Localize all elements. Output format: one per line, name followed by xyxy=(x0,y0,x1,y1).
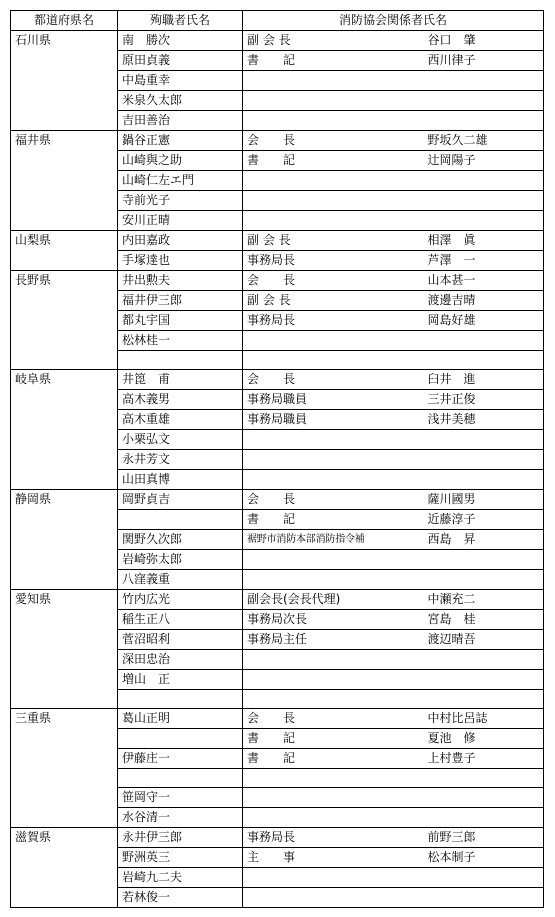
association-title-cell: 会 長 xyxy=(243,370,424,390)
deceased-name-cell: 山崎與之助 xyxy=(118,151,243,171)
deceased-name-cell: 竹内広光 xyxy=(118,590,243,610)
deceased-name-cell xyxy=(118,690,243,709)
header-row xyxy=(11,11,544,31)
association-official-cell xyxy=(424,788,544,808)
association-official-cell xyxy=(424,331,544,351)
association-official-cell xyxy=(424,570,544,590)
deceased-name-cell: 鍋谷正憲 xyxy=(118,131,243,151)
deceased-name-cell: 八窪義重 xyxy=(118,570,243,590)
table-row xyxy=(11,828,544,848)
association-official-cell: 薩川國男 xyxy=(424,490,544,510)
deceased-name-cell: 岡野貞吉 xyxy=(118,490,243,510)
association-official-cell: 辻岡陽子 xyxy=(424,151,544,171)
association-official-cell: 前野三郎 xyxy=(424,828,544,848)
association-title-cell xyxy=(243,690,424,709)
deceased-name-cell xyxy=(118,729,243,749)
association-official-cell xyxy=(424,888,544,908)
deceased-name-cell: 若林俊一 xyxy=(118,888,243,908)
association-title-cell xyxy=(243,331,424,351)
deceased-name-cell: 葛山正明 xyxy=(118,709,243,729)
association-official-cell: 西川律子 xyxy=(424,51,544,71)
association-official-cell: 中村比呂誌 xyxy=(424,709,544,729)
deceased-name-cell xyxy=(118,510,243,530)
prefecture-cell: 愛知県 xyxy=(11,590,118,709)
association-official-cell xyxy=(424,769,544,788)
association-title-cell: 会 長 xyxy=(243,131,424,151)
association-official-cell xyxy=(424,71,544,91)
association-title-cell: 会 長 xyxy=(243,709,424,729)
deceased-name-cell: 手塚達也 xyxy=(118,251,243,271)
deceased-name-cell: 福井伊三郎 xyxy=(118,291,243,311)
deceased-name-cell: 野洲英三 xyxy=(118,848,243,868)
deceased-name-cell: 安川正晴 xyxy=(118,211,243,231)
deceased-name-cell: 井出勲夫 xyxy=(118,271,243,291)
prefecture-cell: 山梨県 xyxy=(11,231,118,271)
association-title-cell: 会 長 xyxy=(243,490,424,510)
association-official-cell xyxy=(424,211,544,231)
association-official-cell xyxy=(424,171,544,191)
association-official-cell: 近藤淳子 xyxy=(424,510,544,530)
association-official-cell xyxy=(424,690,544,709)
association-official-cell: 渡邊吉晴 xyxy=(424,291,544,311)
deceased-name-cell: 寺前光子 xyxy=(118,191,243,211)
header-deceased: 殉職者氏名 xyxy=(118,11,243,31)
association-title-cell xyxy=(243,670,424,690)
deceased-name-cell: 岩崎弥太郎 xyxy=(118,550,243,570)
association-title-cell xyxy=(243,111,424,131)
association-title-cell xyxy=(243,550,424,570)
deceased-name-cell xyxy=(118,351,243,370)
association-official-cell xyxy=(424,470,544,490)
association-official-cell xyxy=(424,868,544,888)
table-row xyxy=(11,131,544,151)
association-title-cell: 書 記 xyxy=(243,151,424,171)
prefecture-cell: 石川県 xyxy=(11,31,118,131)
deceased-name-cell: 高木義男 xyxy=(118,390,243,410)
association-official-cell: 松本制子 xyxy=(424,848,544,868)
roster-body xyxy=(11,31,544,908)
deceased-name-cell: 永井伊三郎 xyxy=(118,828,243,848)
association-title-cell: 事務局職員 xyxy=(243,410,424,430)
deceased-name-cell xyxy=(118,769,243,788)
association-title-cell: 主 事 xyxy=(243,848,424,868)
deceased-name-cell: 内田嘉政 xyxy=(118,231,243,251)
association-title-cell xyxy=(243,91,424,111)
association-title-cell xyxy=(243,788,424,808)
association-title-cell xyxy=(243,71,424,91)
deceased-name-cell: 米泉久太郎 xyxy=(118,91,243,111)
deceased-name-cell: 増山 正 xyxy=(118,670,243,690)
header-prefecture: 都道府県名 xyxy=(11,11,118,31)
association-title-cell xyxy=(243,808,424,828)
association-official-cell: 宮島 桂 xyxy=(424,610,544,630)
association-title-cell xyxy=(243,888,424,908)
deceased-name-cell: 高木重雄 xyxy=(118,410,243,430)
deceased-name-cell: 南 勝次 xyxy=(118,31,243,51)
table-row xyxy=(11,271,544,291)
association-title-cell: 事務局次長 xyxy=(243,610,424,630)
memorial-roster-table xyxy=(10,10,544,908)
deceased-name-cell: 永井芳文 xyxy=(118,450,243,470)
deceased-name-cell: 笹岡守一 xyxy=(118,788,243,808)
association-official-cell xyxy=(424,650,544,670)
prefecture-cell: 三重県 xyxy=(11,709,118,828)
association-official-cell: 西島 昇 xyxy=(424,530,544,550)
table-row xyxy=(11,590,544,610)
association-title-cell xyxy=(243,351,424,370)
association-official-cell xyxy=(424,808,544,828)
association-official-cell: 山本甚一 xyxy=(424,271,544,291)
association-title-cell xyxy=(243,769,424,788)
association-title-cell: 会 長 xyxy=(243,271,424,291)
association-official-cell: 上村豊子 xyxy=(424,749,544,769)
association-title-cell: 事務局主任 xyxy=(243,630,424,650)
association-title-cell xyxy=(243,191,424,211)
deceased-name-cell: 稲生正八 xyxy=(118,610,243,630)
deceased-name-cell: 水谷清一 xyxy=(118,808,243,828)
deceased-name-cell: 山崎仁左エ門 xyxy=(118,171,243,191)
association-title-cell: 事務局長 xyxy=(243,828,424,848)
association-official-cell: 岡島好雄 xyxy=(424,311,544,331)
table-row xyxy=(11,490,544,510)
association-official-cell: 谷口 肇 xyxy=(424,31,544,51)
association-official-cell xyxy=(424,450,544,470)
deceased-name-cell: 伊藤庄一 xyxy=(118,749,243,769)
association-title-cell: 書 記 xyxy=(243,729,424,749)
association-title-cell: 副会長(会長代理) xyxy=(243,590,424,610)
deceased-name-cell: 岩崎九二夫 xyxy=(118,868,243,888)
association-title-cell: 書 記 xyxy=(243,510,424,530)
association-title-cell: 事務局長 xyxy=(243,251,424,271)
association-official-cell: 野坂久二雄 xyxy=(424,131,544,151)
association-official-cell xyxy=(424,111,544,131)
association-title-cell xyxy=(243,450,424,470)
association-title-cell: 書 記 xyxy=(243,749,424,769)
deceased-name-cell: 小栗弘文 xyxy=(118,430,243,450)
deceased-name-cell: 関野久次郎 xyxy=(118,530,243,550)
association-title-cell xyxy=(243,470,424,490)
association-title-cell xyxy=(243,650,424,670)
association-title-cell: 副 会 長 xyxy=(243,291,424,311)
deceased-name-cell: 中島重幸 xyxy=(118,71,243,91)
prefecture-cell: 滋賀県 xyxy=(11,828,118,908)
association-official-cell: 浅井美穂 xyxy=(424,410,544,430)
association-official-cell xyxy=(424,430,544,450)
association-title-cell: 裾野市消防本部消防指令補 xyxy=(243,530,424,550)
association-official-cell xyxy=(424,191,544,211)
association-title-cell: 事務局職員 xyxy=(243,390,424,410)
association-title-cell: 副 会 長 xyxy=(243,231,424,251)
deceased-name-cell: 松林桂一 xyxy=(118,331,243,351)
deceased-name-cell: 深田忠治 xyxy=(118,650,243,670)
header-association: 消防協会関係者氏名 xyxy=(243,11,544,31)
association-title-cell xyxy=(243,570,424,590)
deceased-name-cell: 山田真博 xyxy=(118,470,243,490)
association-official-cell xyxy=(424,670,544,690)
deceased-name-cell: 井箆 甫 xyxy=(118,370,243,390)
table-row xyxy=(11,231,544,251)
association-title-cell xyxy=(243,211,424,231)
deceased-name-cell: 原田貞義 xyxy=(118,51,243,71)
association-title-cell: 事務局長 xyxy=(243,311,424,331)
association-title-cell: 書 記 xyxy=(243,51,424,71)
association-official-cell: 中瀬充二 xyxy=(424,590,544,610)
association-official-cell xyxy=(424,91,544,111)
prefecture-cell: 岐阜県 xyxy=(11,370,118,490)
deceased-name-cell: 吉田善治 xyxy=(118,111,243,131)
prefecture-cell: 長野県 xyxy=(11,271,118,370)
association-title-cell xyxy=(243,430,424,450)
prefecture-cell: 静岡県 xyxy=(11,490,118,590)
association-official-cell: 相澤 眞 xyxy=(424,231,544,251)
association-official-cell: 三井正俊 xyxy=(424,390,544,410)
association-official-cell xyxy=(424,550,544,570)
table-row xyxy=(11,370,544,390)
deceased-name-cell: 菅沼昭利 xyxy=(118,630,243,650)
association-official-cell: 臼井 進 xyxy=(424,370,544,390)
table-row xyxy=(11,709,544,729)
table-row xyxy=(11,31,544,51)
prefecture-cell: 福井県 xyxy=(11,131,118,231)
association-official-cell: 芦澤 一 xyxy=(424,251,544,271)
association-official-cell: 夏池 修 xyxy=(424,729,544,749)
association-official-cell: 渡辺晴吾 xyxy=(424,630,544,650)
association-title-cell: 副 会 長 xyxy=(243,31,424,51)
association-title-cell xyxy=(243,171,424,191)
association-title-cell xyxy=(243,868,424,888)
association-official-cell xyxy=(424,351,544,370)
deceased-name-cell: 都丸宇国 xyxy=(118,311,243,331)
